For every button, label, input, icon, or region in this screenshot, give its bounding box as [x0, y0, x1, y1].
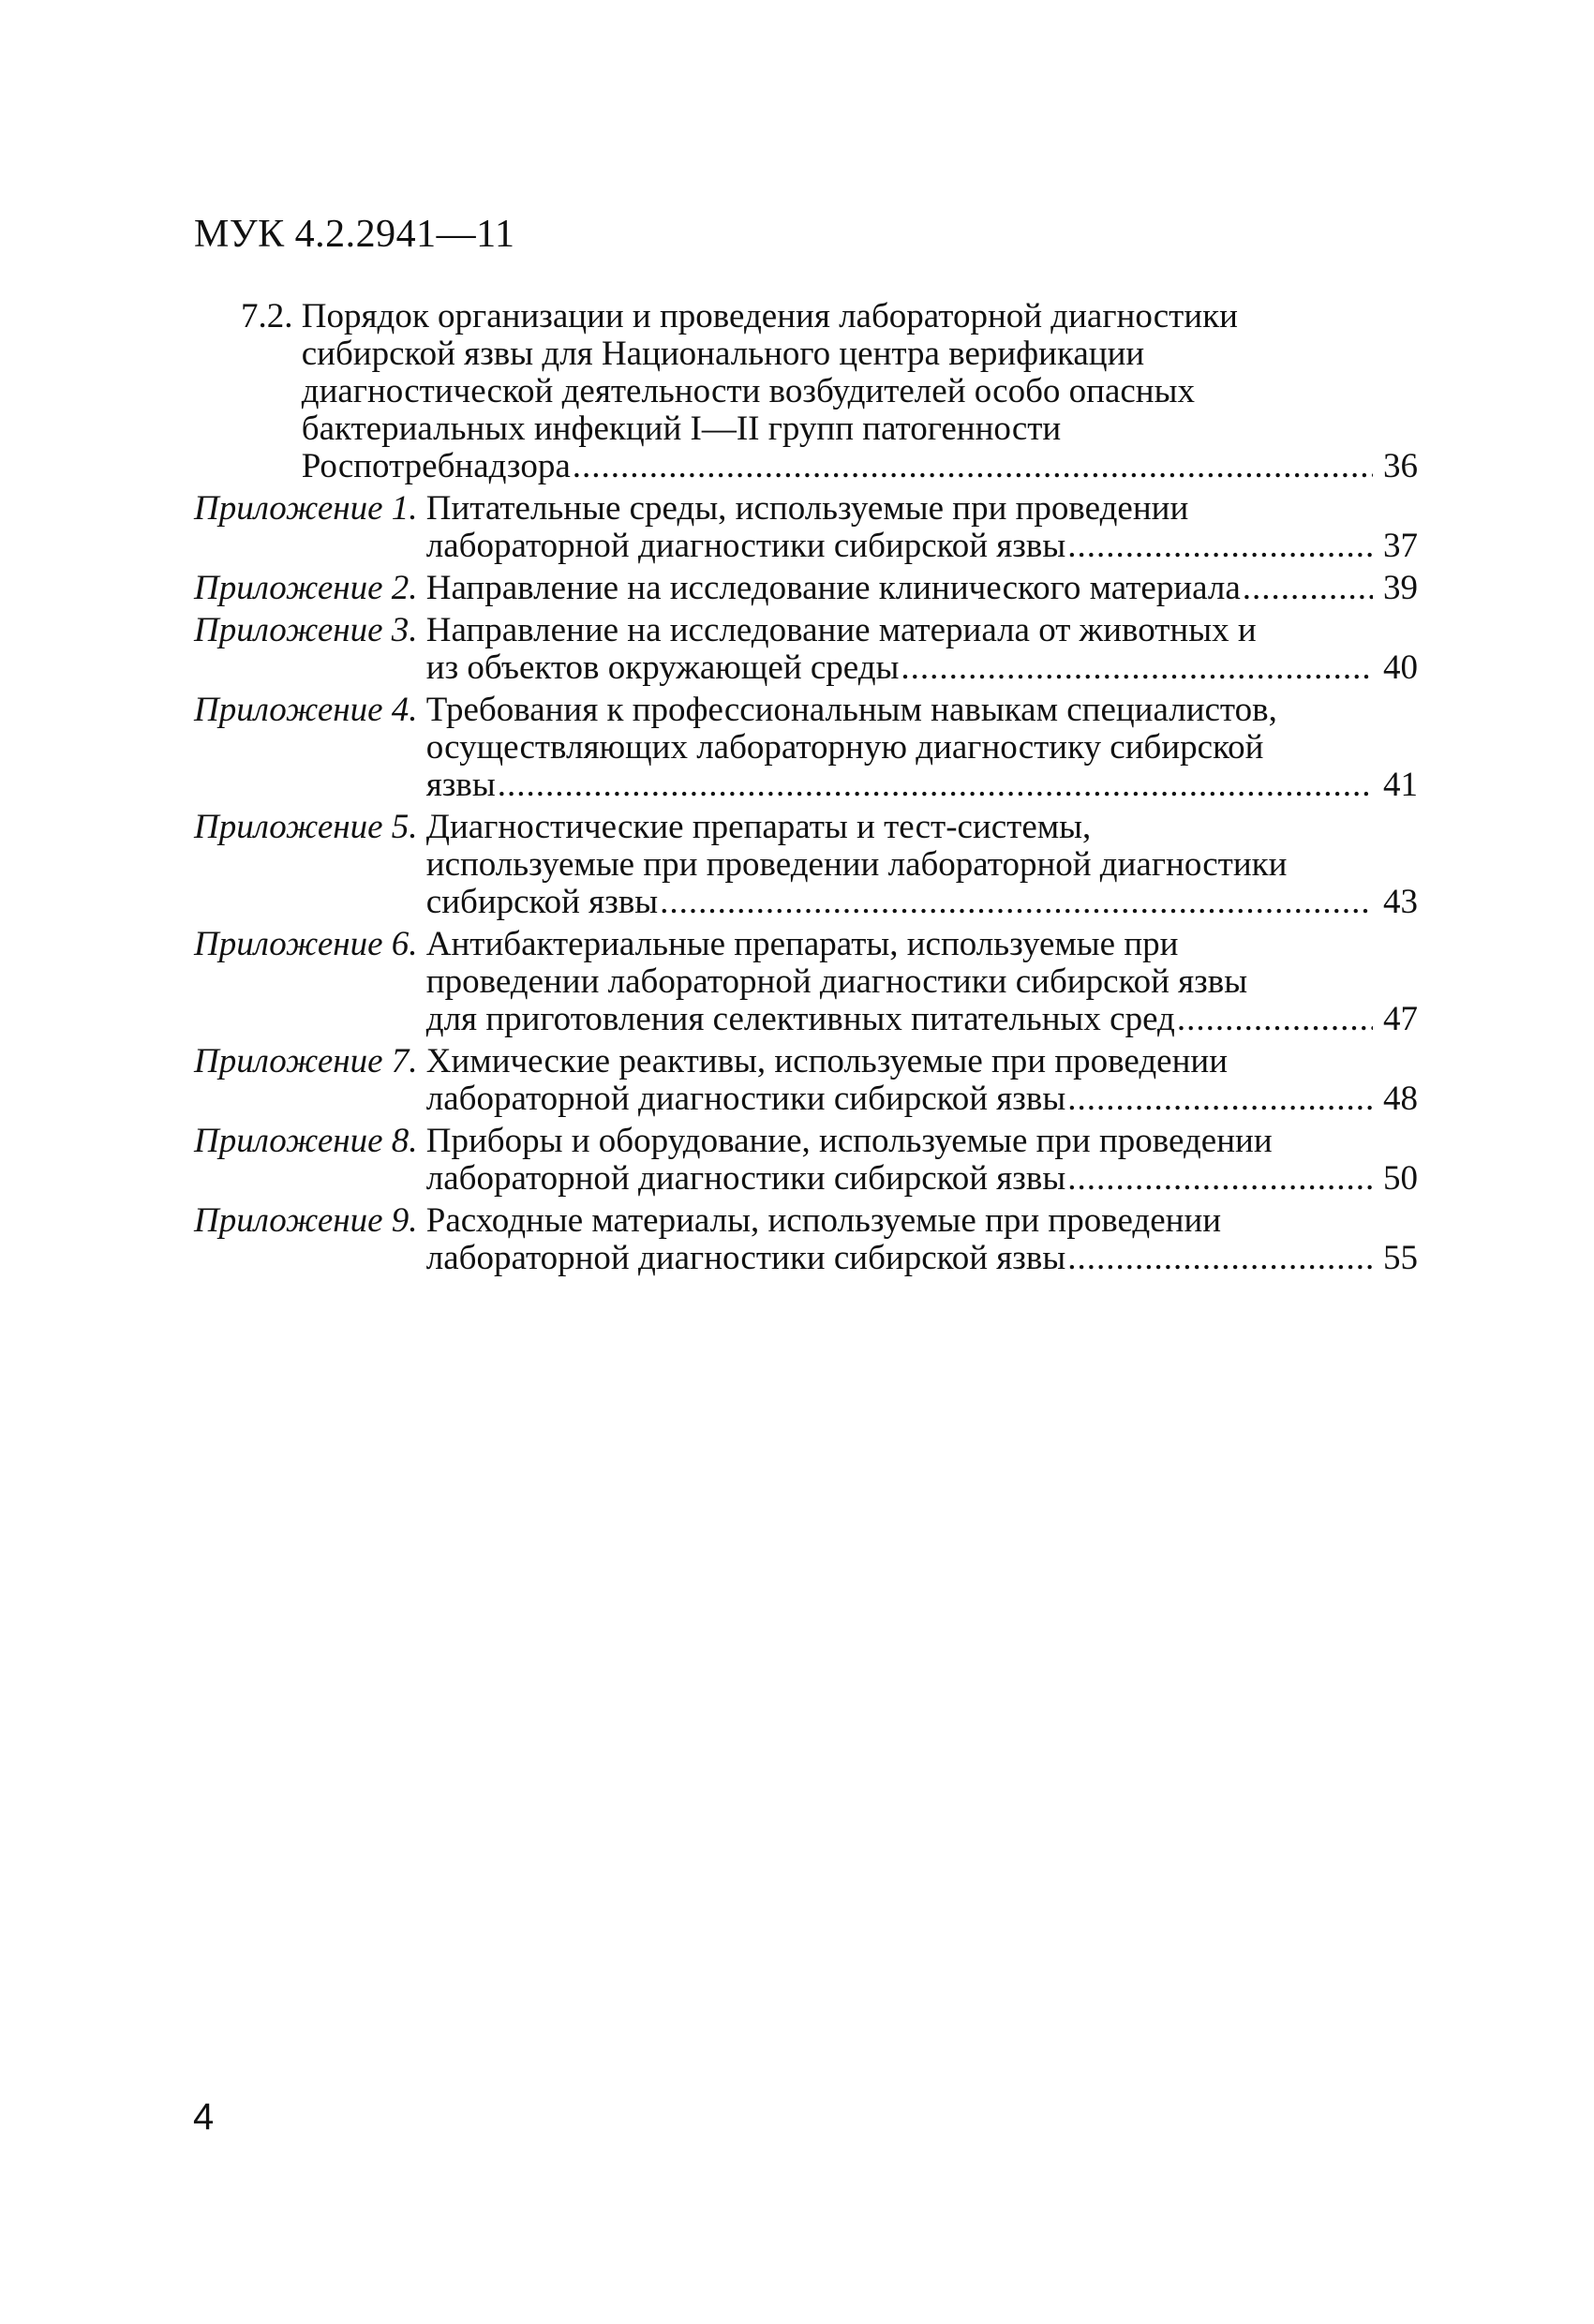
toc-entry-line-text: для приготовления селективных питательных сред [425, 1000, 1175, 1038]
toc-entry-line: используемые при проведении лабораторной диагностики [425, 845, 1288, 884]
toc-entry-line [426, 767, 1418, 804]
toc-entry-line [426, 1240, 1418, 1277]
toc-entry [194, 1202, 1418, 1277]
toc-entry-line: Расходные материалы, используемые при проведении [425, 1201, 1222, 1240]
toc-entry-line [302, 448, 1418, 485]
toc-entry-line-text: язвы [425, 766, 496, 804]
toc-entry-title [426, 1123, 1418, 1198]
dot-leader [901, 649, 1373, 687]
toc-entry-line [426, 528, 1418, 565]
toc-entry [194, 1123, 1418, 1198]
toc-page-number: 40 [1383, 648, 1418, 687]
dot-leader [498, 767, 1373, 804]
toc-entry-title [426, 926, 1418, 1038]
toc-entry-line: Антибактериальные препараты, используемые при [425, 925, 1179, 963]
toc-entry-line: Приборы и оборудование, используемые при проведении [425, 1122, 1273, 1160]
toc-entry-line: сибирской язвы для Национального центра верификации [301, 335, 1145, 373]
toc-entry-line-text: лабораторной диагностики сибирской язвы [425, 1080, 1066, 1118]
toc-entry-title [426, 612, 1418, 687]
toc-entry [194, 692, 1418, 804]
toc-entry [194, 298, 1418, 485]
running-head: МУК 4.2.2941—11 [194, 213, 515, 256]
toc-entry [194, 612, 1418, 687]
appendix-label: Приложение 5. [194, 808, 426, 846]
dot-leader [1067, 1160, 1373, 1198]
toc-entry-line [426, 649, 1418, 687]
toc-entry-line-text: лабораторной диагностики сибирской язвы [425, 1159, 1066, 1198]
toc-page-number: 37 [1383, 527, 1418, 565]
toc-entry-line-text: лабораторной диагностики сибирской язвы [425, 527, 1066, 565]
toc-entry [194, 809, 1418, 921]
toc-entry-line: осуществляющих лабораторную диагностику сибирской [425, 728, 1264, 767]
toc-entry [194, 490, 1418, 565]
toc-entry-line-text: из объектов окружающей среды [425, 648, 900, 687]
toc-entry-line-text: Направление на исследование клинического материала [425, 569, 1241, 607]
toc-entry-title [426, 570, 1418, 607]
appendix-label: Приложение 9. [194, 1201, 426, 1240]
toc-entry-line [426, 1001, 1418, 1038]
toc-entry-title [426, 490, 1418, 565]
toc-entry-line [426, 1080, 1418, 1118]
dot-leader [1177, 1001, 1373, 1038]
section-number: 7.2. [241, 297, 302, 335]
appendix-label: Приложение 3. [194, 611, 426, 649]
appendix-label: Приложение 4. [194, 691, 426, 729]
toc-entry-line-text: сибирской язвы [425, 883, 659, 921]
appendix-label: Приложение 8. [194, 1122, 426, 1160]
page-number: 4 [193, 2096, 215, 2138]
toc-entry-line: Требования к профессиональным навыкам специалистов, [425, 691, 1277, 729]
toc-entry-line-text: Роспотребнадзора [301, 447, 571, 485]
toc-entry [194, 570, 1418, 607]
appendix-label: Приложение 2. [194, 569, 426, 607]
appendix-label: Приложение 7. [194, 1042, 426, 1080]
appendix-label: Приложение 6. [194, 925, 426, 963]
toc-page-number: 50 [1383, 1159, 1418, 1198]
dot-leader [1067, 528, 1373, 565]
toc-entry-title [426, 809, 1418, 921]
toc-entry-line: Направление на исследование материала от животных и [425, 611, 1257, 649]
toc-page-number: 48 [1383, 1080, 1418, 1118]
appendix-label: Приложение 1. [194, 489, 426, 528]
toc-entry-line: проведении лабораторной диагностики сибирской язвы [425, 962, 1248, 1001]
toc-entry-line: Диагностические препараты и тест-системы, [425, 808, 1092, 846]
table-of-contents [194, 298, 1418, 1282]
toc-entry-line-text: лабораторной диагностики сибирской язвы [425, 1239, 1066, 1277]
toc-entry-line [426, 570, 1418, 607]
toc-entry-title [426, 1202, 1418, 1277]
toc-entry-line [426, 1160, 1418, 1198]
toc-entry-line: Питательные среды, используемые при проведении [425, 489, 1189, 528]
toc-page-number: 36 [1383, 447, 1418, 485]
toc-entry-title [302, 298, 1418, 485]
toc-entry-line: бактериальных инфекций I—II групп патогенности [301, 410, 1062, 448]
toc-page-number: 43 [1383, 883, 1418, 921]
toc-entry-line [426, 884, 1418, 921]
toc-entry-title [426, 692, 1418, 804]
toc-entry-line: Химические реактивы, используемые при проведении [425, 1042, 1228, 1080]
toc-entry [194, 926, 1418, 1038]
toc-page-number: 47 [1383, 1000, 1418, 1038]
dot-leader [1243, 570, 1373, 607]
toc-entry-title [426, 1043, 1418, 1118]
toc-entry-line: диагностической деятельности возбудителей особо опасных [301, 372, 1195, 410]
dot-leader [1067, 1080, 1373, 1118]
dot-leader [660, 884, 1373, 921]
toc-page-number: 41 [1383, 766, 1418, 804]
toc-entry [194, 1043, 1418, 1118]
toc-page-number: 55 [1383, 1239, 1418, 1277]
toc-page-number: 39 [1383, 569, 1418, 607]
toc-entry-line: Порядок организации и проведения лабораторной диагностики [301, 297, 1238, 335]
dot-leader [573, 448, 1373, 485]
dot-leader [1067, 1240, 1373, 1277]
